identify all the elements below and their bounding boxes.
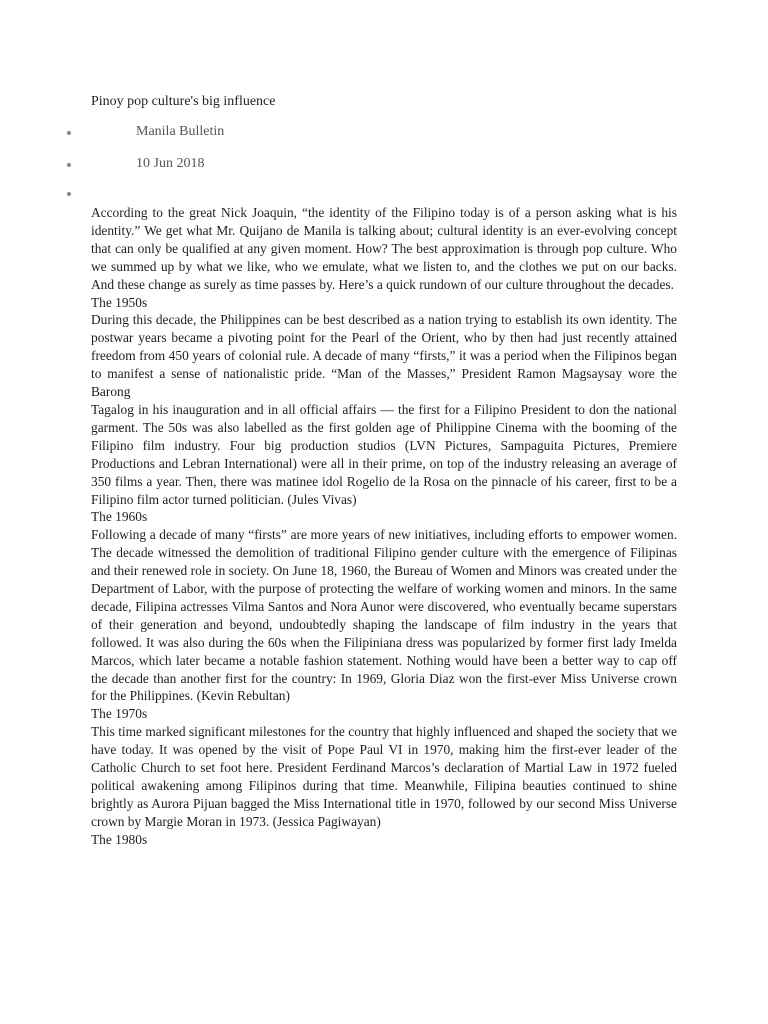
paragraph-1970s: This time marked significant milestones for the country that highly influenced and shaped the society that we have today. It was opened by the visit of Pope Paul VI in 1970, making him the first-ever leader of the Catholic Church to set foot here. President Ferdinand Marcos’s declaration of Martial Law in 1972 fueled political awakening among Filipinos during that time. Meanwhile, Filipina beauties continued to shine brightly as Aurora Pijuan bagged the Miss International title in 1970, followed by our second Miss Universe crown by Margie Moran in 1973. (Jessica Pagiwayan) — [91, 724, 677, 829]
section-heading-1970s: The 1970s — [91, 706, 148, 722]
article-title: Pinoy pop culture's big influence — [91, 94, 276, 109]
bullet-dot — [67, 192, 71, 196]
section-heading-1960s: The 1960s — [91, 509, 148, 525]
source-name: Manila Bulletin — [136, 124, 225, 139]
article-body — [91, 204, 677, 849]
paragraph-1950s-b: Tagalog in his inauguration and in all official affairs — the first for a Filipino President to don the national garment. The 50s was also labelled as the first golden age of Philippine Cinema with the booming of the Filipino film industry. Four big production studios (LVN Pictures, Sampaguita Pictures, Premiere Productions and Lebran International) were all in their prime, on top of the industry releasing an average of 350 films a year. Then, there was matinee idol Rogelio de la Rosa on the pinnacle of his career, first to be a Filipino film actor turned politician. (Jules Vivas) — [91, 401, 677, 507]
section-heading-1980s: The 1980s — [91, 831, 148, 847]
meta-date — [0, 156, 768, 183]
paragraph-1950s-a: During this decade, the Philippines can be best described as a nation trying to establish its own identity. The postwar years became a pivoting point for the Pearl of the Orient, who by then had just recently attained freedom from 450 years of colonial rule. A decade of many “firsts,” it was a period when the Filipinos began to manifest a sense of nationalistic pride. “Man of the Masses,” President Ramon Magsaysay wore the Barong — [91, 312, 677, 400]
paragraph-intro: According to the great Nick Joaquin, “the identity of the Filipino today is of a person asking what is his identity.” We get what Mr. Quijano de Manila is talking about; cultural identity is an ever-evolving concept that can only be qualified at any given moment. How? The best approximation is through pop culture. Who we summed up by what we like, who we emulate, what we listen to, and the clothes we put on our backs. And these change as surely as time passes by. Here’s a quick rundown of our culture throughout the decades. — [91, 205, 677, 292]
bullet-dot — [67, 163, 71, 167]
section-heading-1950s: The 1950s — [91, 294, 148, 310]
paragraph-1960s: Following a decade of many “firsts” are more years of new initiatives, including efforts to empower women. The decade witnessed the demolition of traditional Filipino gender culture with the emergence of Filipinas and their renewed role in society. On June 18, 1960, the Bureau of Women and Minors was created under the Department of Labor, with the purpose of protecting the welfare of working women and minors. In the same decade, Filipina actresses Vilma Santos and Nora Aunor were discovered, who eventually became superstars of their generation and beyond, undoubtedly shaping the landscape of film industry in the years that followed. It was also during the 60s when the Filipiniana dress was popularized by former first lady Imelda Marcos, which later became a notable fashion statement. Nothing would have been a better way to cap off the decade than another first for the country: In 1969, Gloria Diaz won the first-ever Miss Universe crown for the Philippines. (Kevin Rebultan) — [91, 527, 677, 704]
bullet-dot — [67, 131, 71, 135]
publish-date: 10 Jun 2018 — [136, 156, 205, 171]
meta-source — [0, 124, 768, 151]
